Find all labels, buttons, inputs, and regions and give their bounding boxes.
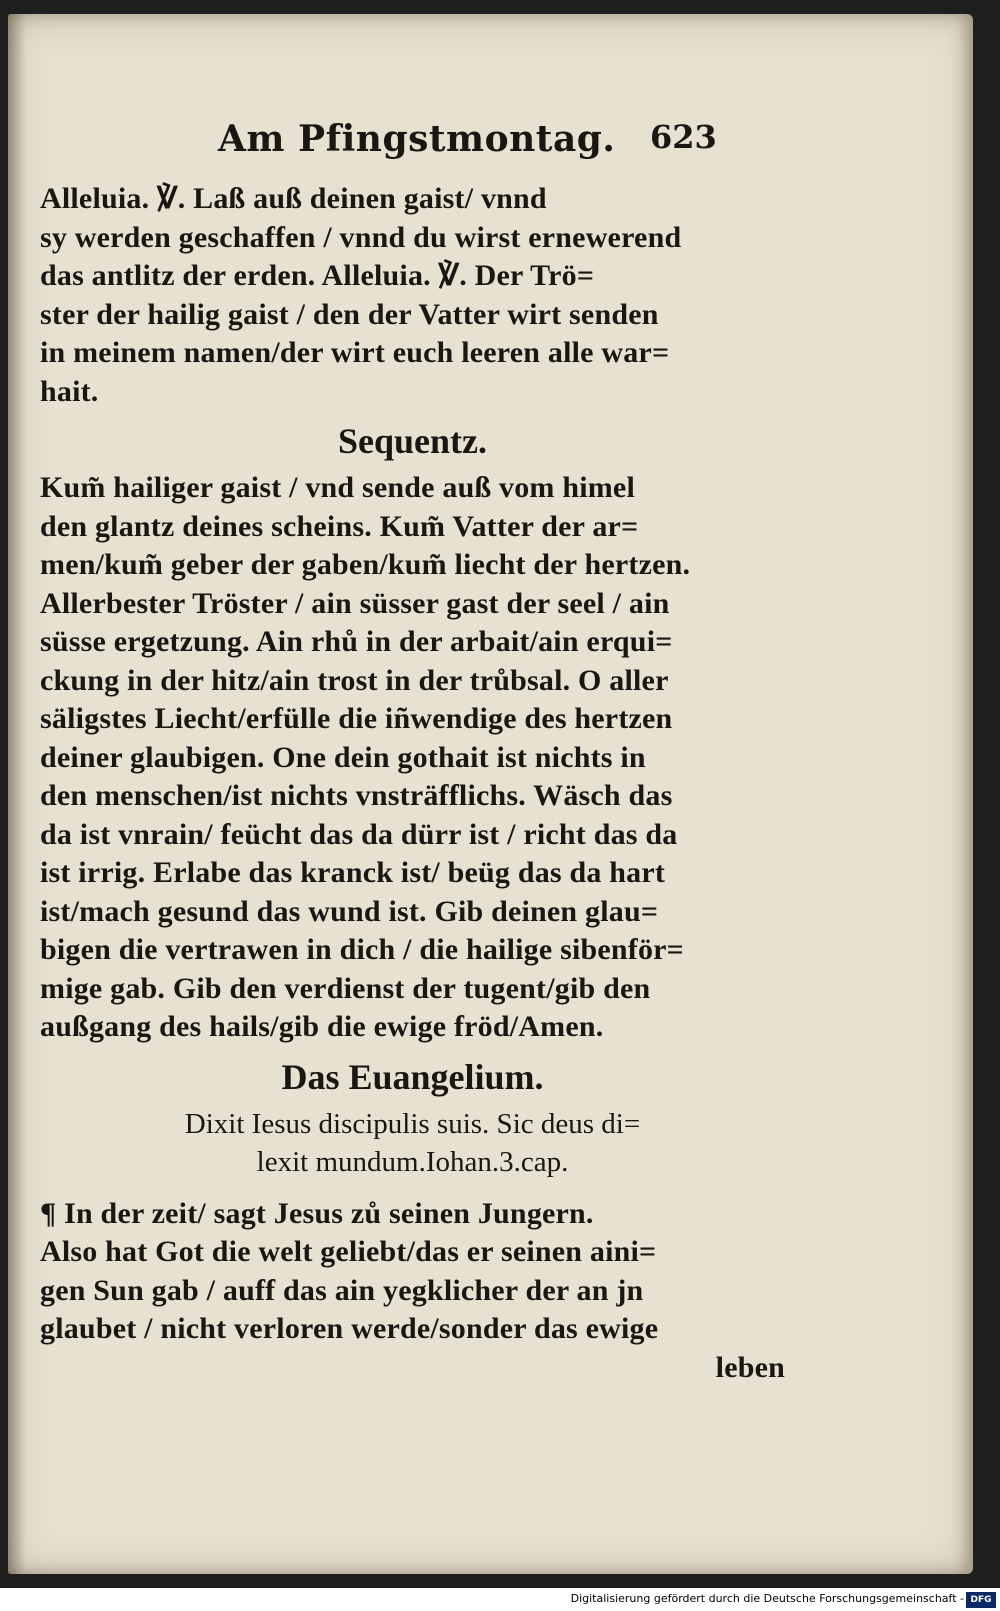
- gospel-text: [40, 1195, 785, 1349]
- page-header: [40, 118, 785, 180]
- text-line: da ist vnrain/ feücht das da dürr ist / richt das da: [40, 817, 678, 851]
- text-line: den glantz deines scheins. Kum̃ Vatter der ar=: [40, 509, 639, 543]
- latin-incipit: [40, 1105, 785, 1181]
- text-line: gen Sun gab / auff das ain yegklicher der an jn: [40, 1273, 644, 1307]
- page-text: [40, 118, 785, 1387]
- running-head: Am Pfingstmontag.: [218, 118, 616, 160]
- sequenz-text: [40, 469, 785, 1047]
- latin-line: Dixit Iesus discipulis suis. Sic deus di=: [184, 1107, 641, 1140]
- text-line: hait.: [40, 374, 99, 408]
- text-line: das antlitz der erden. Alleluia. ℣. Der Trö=: [40, 259, 595, 292]
- text-line: Alleluia. ℣. Laß auß deinen gaist/ vnnd: [40, 182, 547, 215]
- page-gutter: [8, 14, 26, 1574]
- text-line: deiner glaubigen. One dein gothait ist nichts in: [40, 740, 646, 774]
- text-line: Also hat Got die welt geliebt/das er seinen aini=: [40, 1235, 657, 1268]
- text-line: sy werden geschaffen / vnnd du wirst ernewerend: [40, 220, 682, 254]
- text-line: ist irrig. Erlabe das kranck ist/ beüg das da hart: [40, 856, 666, 889]
- text-line: Kum̃ hailiger gaist / vnd sende auß vom himel: [40, 471, 635, 504]
- digitization-footer: [0, 1590, 1000, 1611]
- text-line: in meinem namen/der wirt euch leeren alle war=: [40, 336, 670, 369]
- text-line: bigen die vertrawen in dich / die hailige sibenför=: [40, 933, 684, 966]
- dfg-logo-icon: DFG: [966, 1592, 996, 1608]
- page-number: 623: [650, 118, 717, 156]
- text-line: men/kum̃ geber der gaben/kum̃ liecht der hertzen.: [40, 548, 691, 581]
- text-line: säligstes Liecht/erfülle die iñwendige des hertzen: [40, 702, 673, 735]
- section-heading-sequenz: Sequentz.: [337, 421, 487, 461]
- text-line: außgang des hails/gib die ewige fröd/Amen.: [40, 1010, 604, 1043]
- text-line: Allerbester Tröster / ain süsser gast der seel / ain: [40, 586, 670, 620]
- text-line: mige gab. Gib den verdienst der tugent/gib den: [40, 971, 651, 1005]
- text-line: glaubet / nicht verloren werde/sonder das ewige: [40, 1312, 659, 1345]
- text-line: ckung in der hitz/ain trost in der trůbsal. O aller: [40, 663, 669, 697]
- text-line: den menschen/ist nichts vnsträfflichs. Wäsch das: [40, 779, 673, 812]
- latin-line: lexit mundum.Iohan.3.cap.: [256, 1145, 569, 1178]
- footer-credit: Digitalisierung gefördert durch die Deutsche Forschungsgemeinschaft -: [570, 1592, 964, 1605]
- catchword: leben: [715, 1350, 785, 1384]
- text-line: ¶ In der zeit/ sagt Jesus zů seinen Jungern.: [40, 1196, 594, 1230]
- text-line: ist/mach gesund das wund ist. Gib deinen glau=: [40, 894, 659, 928]
- text-line: süsse ergetzung. Ain rhů in der arbait/ain erqui=: [40, 625, 673, 658]
- section-heading-evangelium: Das Euangelium.: [281, 1056, 544, 1097]
- intro-verses: [40, 180, 785, 411]
- text-line: ster der hailig gaist / den der Vatter wirt senden: [40, 297, 659, 331]
